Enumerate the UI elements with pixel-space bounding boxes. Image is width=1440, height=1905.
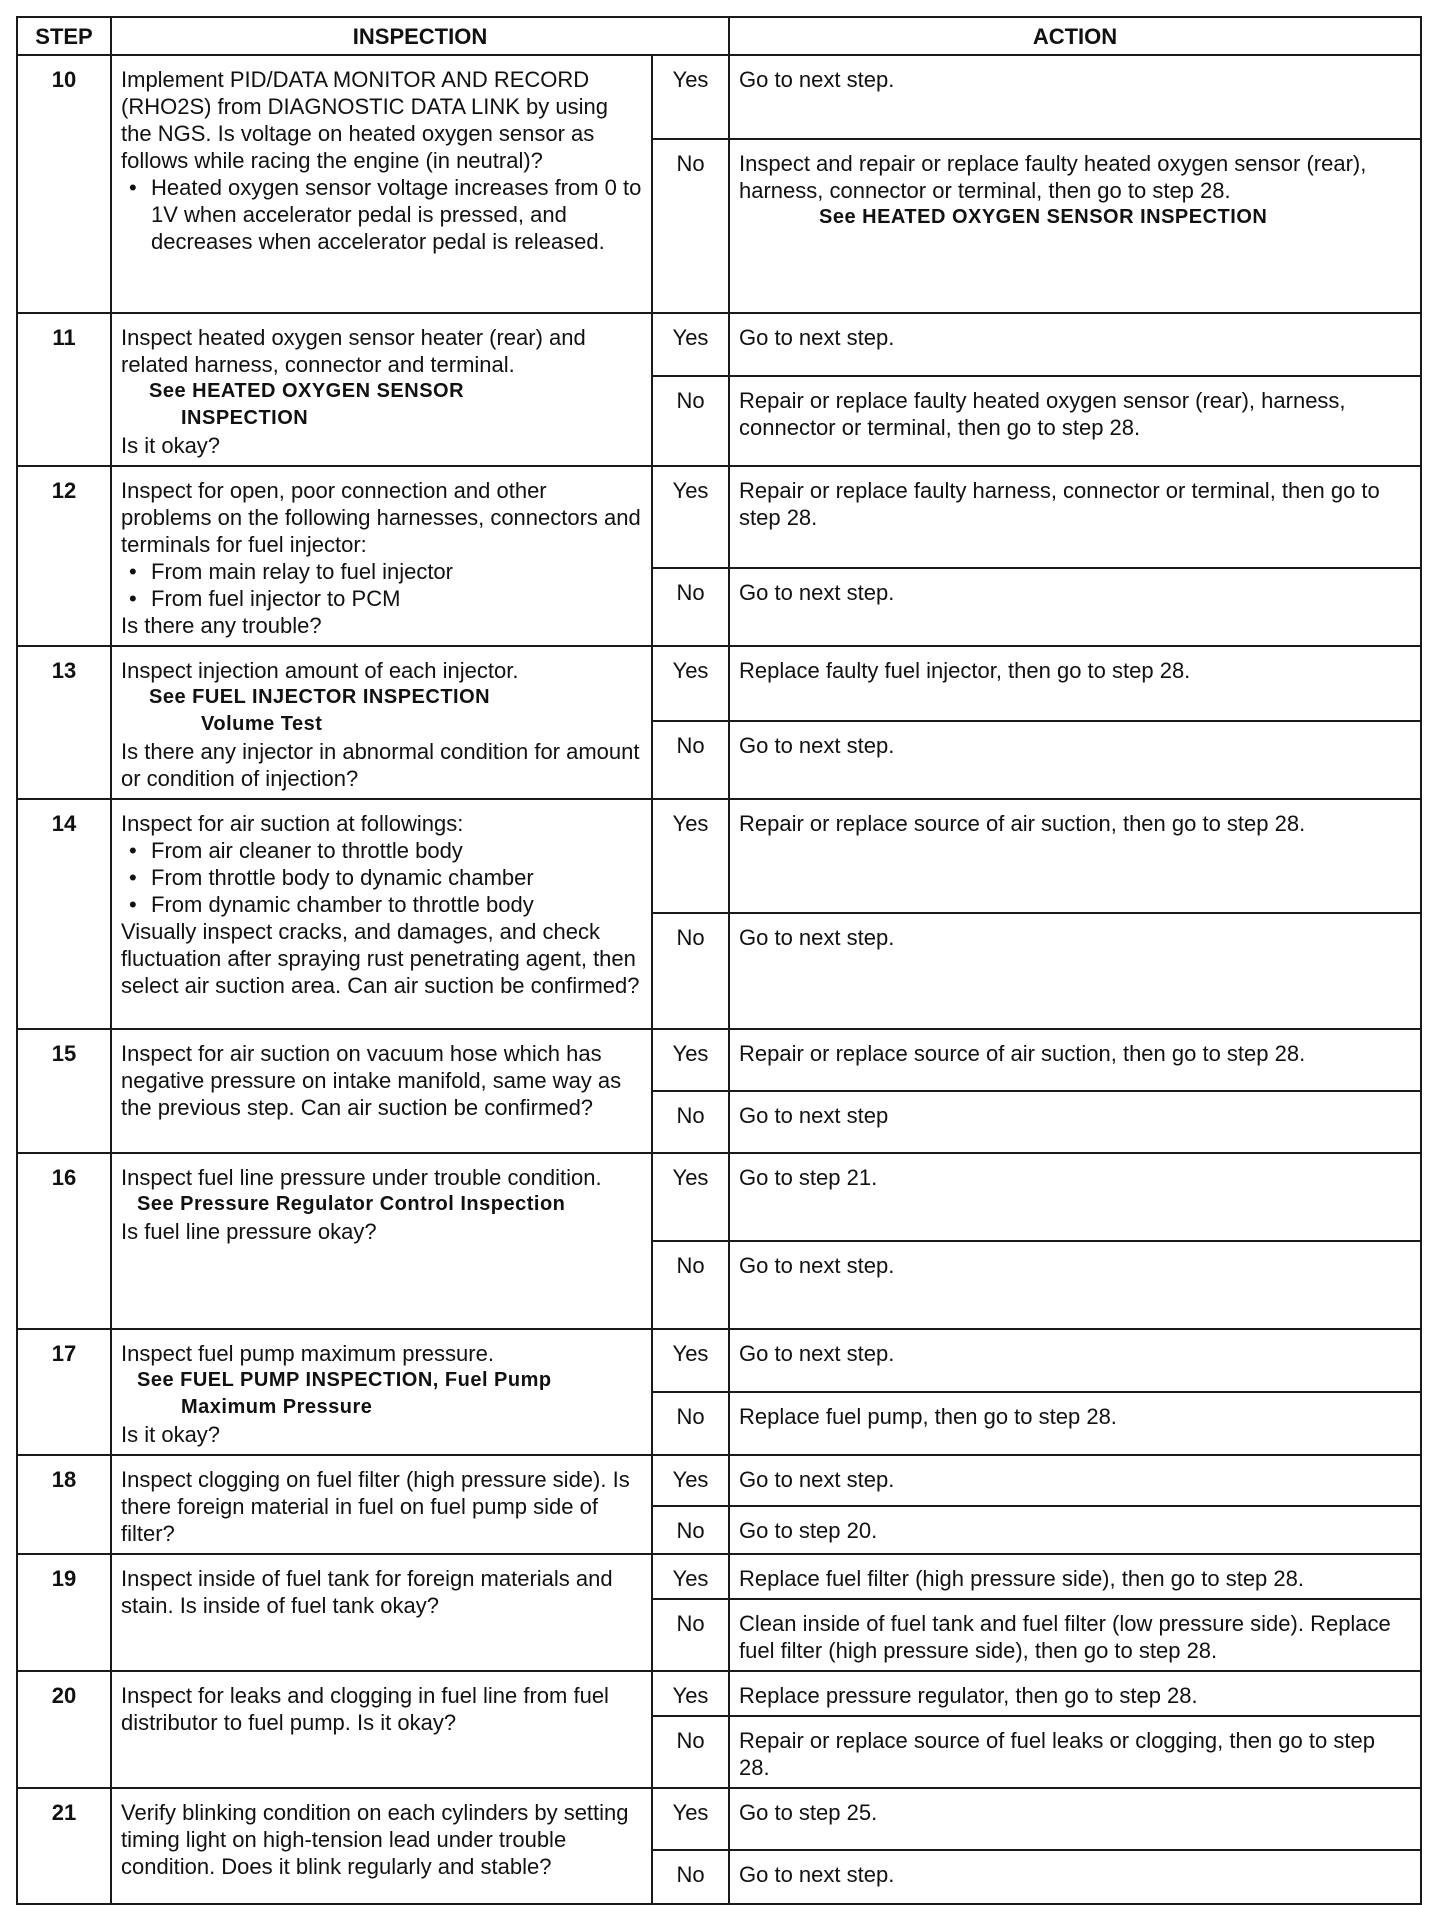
action-yes: Replace fuel filter (high pressure side), then go to step 28. bbox=[729, 1554, 1421, 1599]
table-row bbox=[17, 1788, 1421, 1850]
inspection-cell bbox=[111, 646, 652, 799]
table-row bbox=[17, 313, 1421, 376]
see-reference: See FUEL INJECTOR INSPECTION bbox=[149, 686, 491, 708]
bullet-item: • From dynamic chamber to throttle body bbox=[121, 891, 642, 918]
step-number: 14 bbox=[17, 799, 111, 1029]
bullet-item: • From main relay to fuel injector bbox=[121, 558, 642, 585]
inspection-cell bbox=[111, 799, 652, 1029]
answer-yes: Yes bbox=[652, 55, 729, 139]
action-no: Inspect and repair or replace faulty heated oxygen sensor (rear), harness, connector or terminal, then go to step 28. bbox=[739, 151, 1367, 203]
table-row bbox=[17, 646, 1421, 721]
table-row bbox=[17, 466, 1421, 568]
step-number: 11 bbox=[17, 313, 111, 466]
step-number: 12 bbox=[17, 466, 111, 646]
see-reference: See HEATED OXYGEN SENSOR bbox=[149, 380, 465, 402]
answer-no: No bbox=[652, 1392, 729, 1455]
inspection-cell bbox=[111, 55, 652, 313]
inspection-text: Inspect inside of fuel tank for foreign materials and stain. Is inside of fuel tank okay? bbox=[111, 1554, 652, 1671]
answer-yes: Yes bbox=[652, 799, 729, 913]
action-yes: Go to step 25. bbox=[729, 1788, 1421, 1850]
inspection-text: Inspect for air suction at followings: bbox=[121, 811, 464, 836]
inspection-question: Is fuel line pressure okay? bbox=[121, 1219, 377, 1244]
table-row bbox=[17, 1671, 1421, 1716]
answer-yes: Yes bbox=[652, 1671, 729, 1716]
inspection-cell bbox=[111, 313, 652, 466]
action-yes: Go to next step. bbox=[729, 313, 1421, 376]
action-yes: Repair or replace source of air suction, then go to step 28. bbox=[729, 799, 1421, 913]
inspection-question: Is it okay? bbox=[121, 1422, 221, 1447]
inspection-text: Inspect injection amount of each injector. bbox=[121, 658, 519, 683]
table-row bbox=[17, 1329, 1421, 1392]
table-row bbox=[17, 1455, 1421, 1506]
answer-yes: Yes bbox=[652, 1153, 729, 1241]
action-yes: Repair or replace faulty harness, connector or terminal, then go to step 28. bbox=[729, 466, 1421, 568]
inspection-question: Is it okay? bbox=[121, 433, 221, 458]
answer-yes: Yes bbox=[652, 1029, 729, 1091]
step-number: 10 bbox=[17, 55, 111, 313]
bullet-item: • Heated oxygen sensor voltage increases from 0 to 1V when accelerator pedal is pressed, and decreases when accelerator pedal is released. bbox=[121, 174, 642, 255]
diagnostic-page bbox=[16, 16, 1420, 1905]
inspection-text: Implement PID/DATA MONITOR AND RECORD (RHO2S) from DIAGNOSTIC DATA LINK by using the NGS. Is voltage on heated oxygen sensor as follows while racing the engine (in neutral)? bbox=[121, 67, 608, 173]
answer-no: No bbox=[652, 1599, 729, 1671]
inspection-text: Inspect clogging on fuel filter (high pressure side). Is there foreign material in fuel on fuel pump side of filter? bbox=[111, 1455, 652, 1554]
inspection-question: Is there any trouble? bbox=[121, 613, 322, 638]
inspection-cell bbox=[111, 1329, 652, 1455]
answer-no: No bbox=[652, 913, 729, 1029]
action-yes: Go to next step. bbox=[729, 1455, 1421, 1506]
step-number: 17 bbox=[17, 1329, 111, 1455]
action-no: Repair or replace source of fuel leaks or clogging, then go to step 28. bbox=[729, 1716, 1421, 1788]
table-row bbox=[17, 1153, 1421, 1241]
inspection-text: Inspect fuel line pressure under trouble condition. bbox=[121, 1165, 602, 1190]
diagnostic-table bbox=[16, 16, 1422, 1905]
step-number: 16 bbox=[17, 1153, 111, 1329]
answer-yes: Yes bbox=[652, 1329, 729, 1392]
inspection-question: Visually inspect cracks, and damages, and check fluctuation after spraying rust penetrating agent, then select air suction area. Can air suction be confirmed? bbox=[121, 919, 640, 998]
answer-yes: Yes bbox=[652, 1554, 729, 1599]
table-row bbox=[17, 1029, 1421, 1091]
step-number: 15 bbox=[17, 1029, 111, 1153]
inspection-cell bbox=[111, 1153, 652, 1329]
action-no: Go to next step. bbox=[729, 721, 1421, 799]
step-number: 13 bbox=[17, 646, 111, 799]
answer-yes: Yes bbox=[652, 313, 729, 376]
header-action: ACTION bbox=[729, 17, 1421, 55]
answer-no: No bbox=[652, 1506, 729, 1555]
see-reference: See FUEL PUMP INSPECTION, Fuel Pump bbox=[137, 1369, 552, 1391]
action-yes: Replace pressure regulator, then go to step 28. bbox=[729, 1671, 1421, 1716]
answer-no: No bbox=[652, 721, 729, 799]
answer-no: No bbox=[652, 568, 729, 646]
table-row bbox=[17, 799, 1421, 913]
action-yes: Replace faulty fuel injector, then go to step 28. bbox=[729, 646, 1421, 721]
see-reference: See HEATED OXYGEN SENSOR INSPECTION bbox=[819, 206, 1268, 228]
table-header-row bbox=[17, 17, 1421, 55]
action-no: Repair or replace faulty heated oxygen sensor (rear), harness, connector or terminal, then go to step 28. bbox=[729, 376, 1421, 466]
bullet-item: • From air cleaner to throttle body bbox=[121, 837, 642, 864]
inspection-text: Inspect for leaks and clogging in fuel line from fuel distributor to fuel pump. Is it okay? bbox=[111, 1671, 652, 1788]
step-number: 20 bbox=[17, 1671, 111, 1788]
answer-no: No bbox=[652, 139, 729, 313]
bullet-item: • From throttle body to dynamic chamber bbox=[121, 864, 642, 891]
answer-no: No bbox=[652, 1850, 729, 1904]
inspection-question: Is there any injector in abnormal condition for amount or condition of injection? bbox=[121, 739, 640, 791]
see-reference: Maximum Pressure bbox=[181, 1396, 373, 1418]
see-reference: INSPECTION bbox=[181, 407, 309, 429]
action-no: Go to next step. bbox=[729, 913, 1421, 1029]
header-step: STEP bbox=[17, 17, 111, 55]
answer-no: No bbox=[652, 1091, 729, 1153]
inspection-text: Inspect fuel pump maximum pressure. bbox=[121, 1341, 494, 1366]
see-reference: Volume Test bbox=[201, 713, 323, 735]
action-no: Clean inside of fuel tank and fuel filter (low pressure side). Replace fuel filter (high pressure side), then go to step 28. bbox=[729, 1599, 1421, 1671]
inspection-text: Inspect heated oxygen sensor heater (rear) and related harness, connector and terminal. bbox=[121, 325, 586, 377]
inspection-text: Inspect for open, poor connection and other problems on the following harnesses, connectors and terminals for fuel injector: bbox=[121, 478, 641, 557]
answer-yes: Yes bbox=[652, 466, 729, 568]
inspection-text: Verify blinking condition on each cylinders by setting timing light on high-tension lead under trouble condition. Does it blink regularly and stable? bbox=[111, 1788, 652, 1904]
action-yes: Repair or replace source of air suction, then go to step 28. bbox=[729, 1029, 1421, 1091]
step-number: 19 bbox=[17, 1554, 111, 1671]
bullet-item: • From fuel injector to PCM bbox=[121, 585, 642, 612]
table-row bbox=[17, 55, 1421, 139]
action-no: Replace fuel pump, then go to step 28. bbox=[729, 1392, 1421, 1455]
answer-no: No bbox=[652, 1241, 729, 1329]
answer-yes: Yes bbox=[652, 1455, 729, 1506]
step-number: 18 bbox=[17, 1455, 111, 1554]
answer-no: No bbox=[652, 1716, 729, 1788]
action-no-cell bbox=[729, 139, 1421, 313]
answer-yes: Yes bbox=[652, 1788, 729, 1850]
step-number: 21 bbox=[17, 1788, 111, 1904]
action-no: Go to step 20. bbox=[729, 1506, 1421, 1555]
header-inspection: INSPECTION bbox=[111, 17, 729, 55]
table-row bbox=[17, 1554, 1421, 1599]
action-yes: Go to next step. bbox=[729, 55, 1421, 139]
answer-yes: Yes bbox=[652, 646, 729, 721]
action-no: Go to next step. bbox=[729, 1241, 1421, 1329]
action-yes: Go to step 21. bbox=[729, 1153, 1421, 1241]
answer-no: No bbox=[652, 376, 729, 466]
action-no: Go to next step. bbox=[729, 568, 1421, 646]
action-yes: Go to next step. bbox=[729, 1329, 1421, 1392]
see-reference: See Pressure Regulator Control Inspection bbox=[137, 1193, 566, 1215]
inspection-text: Inspect for air suction on vacuum hose which has negative pressure on intake manifold, same way as the previous step. Can air suction be confirmed? bbox=[111, 1029, 652, 1153]
action-no: Go to next step. bbox=[729, 1850, 1421, 1904]
inspection-cell bbox=[111, 466, 652, 646]
action-no: Go to next step bbox=[729, 1091, 1421, 1153]
